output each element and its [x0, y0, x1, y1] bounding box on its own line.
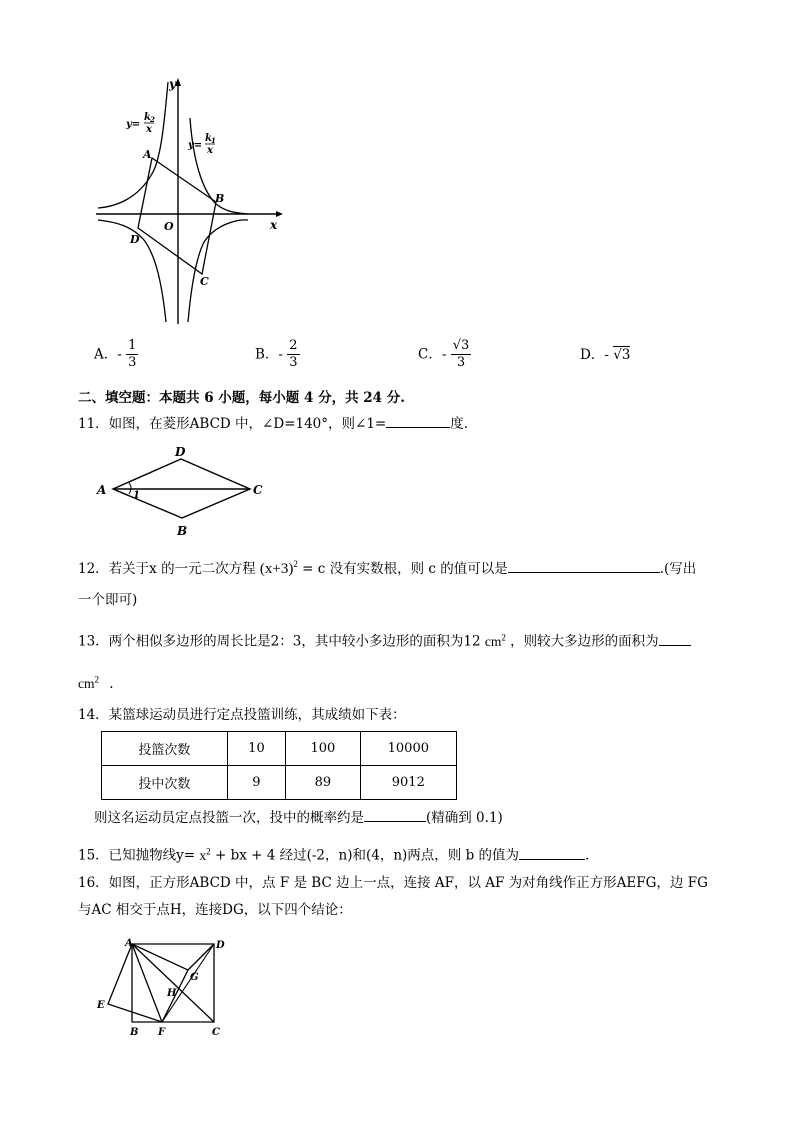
- q14-shooting-table: [101, 731, 457, 800]
- q16-label-c: C: [212, 1027, 220, 1038]
- option-d-value: √3: [613, 347, 631, 363]
- q13-text-b: ，则较大多边形的面积为: [510, 633, 659, 650]
- table-cell: 10: [227, 732, 286, 766]
- q15-text: [78, 841, 589, 866]
- q10-hyperbola-figure: [92, 74, 288, 326]
- q10-option-b[interactable]: [255, 338, 300, 371]
- q14-text-c: (精确到 0.1): [426, 810, 503, 826]
- q15-text-a: 15．已知抛物线y=: [78, 847, 196, 864]
- q13-answer-blank[interactable]: [659, 631, 691, 646]
- label-d: D: [130, 233, 140, 246]
- q11-text-a: 11．如图，在菱形ABCD 中，∠D=140°，则∠1=: [78, 416, 387, 432]
- q12-text-d: 一个即可): [78, 592, 138, 608]
- table-cell: 投篮次数: [102, 732, 228, 766]
- option-b-letter: B．-: [255, 346, 283, 363]
- q16-label-g: G: [190, 972, 199, 983]
- q16-label-h: H: [167, 988, 177, 999]
- quadrilateral-abcd: [138, 158, 216, 274]
- q14-text-b-line: [94, 807, 503, 828]
- table-cell: 89: [286, 766, 360, 800]
- label-b: B: [215, 192, 225, 205]
- curve-k1-label-num: k: [205, 133, 212, 144]
- q15-text-b: + bx + 4 经过(-2，n)和(4，n)两点，则 b 的值为: [214, 847, 520, 864]
- q11-label-d: D: [175, 445, 186, 459]
- q11-rhombus-figure: [95, 442, 275, 542]
- q11-label-c: C: [253, 483, 263, 497]
- q16-square-figure: [92, 934, 232, 1042]
- segment-fd: [162, 944, 214, 1022]
- q16-label-b: B: [130, 1027, 139, 1038]
- q12-expr: $(x+3)^2$: [259, 559, 298, 577]
- table-cell: 9012: [360, 766, 456, 800]
- label-a: A: [143, 148, 152, 161]
- q16-label-e: E: [97, 1000, 105, 1011]
- curve-k2-label-sub: 2: [150, 115, 155, 124]
- q14-answer-blank[interactable]: [364, 807, 426, 822]
- table-row: [102, 766, 457, 800]
- q14-text-b: 则这名运动员定点投篮一次，投中的概率约是: [94, 810, 364, 826]
- option-d-letter: D．-: [580, 347, 609, 363]
- q13-text: [78, 627, 691, 652]
- q13-text-a: 13．两个相似多边形的周长比是2：3，其中较小多边形的面积为12: [78, 633, 481, 650]
- table-cell: 投中次数: [102, 766, 228, 800]
- option-c-letter: C．-: [418, 346, 447, 363]
- option-a-letter: A．-: [94, 346, 122, 363]
- q15-answer-blank[interactable]: [519, 845, 585, 860]
- q11-text-b: 度.: [450, 416, 469, 432]
- curve-k1-label-sub: 1: [211, 136, 216, 145]
- q11-label-b: B: [177, 524, 188, 538]
- curve-k2-label-lhs: y=: [126, 119, 141, 130]
- q12-text: [78, 554, 696, 579]
- q13-unit2: $cm^2$: [78, 674, 99, 691]
- curve-k2-label-den: x: [146, 124, 152, 135]
- table-cell: 10000: [360, 732, 456, 766]
- q16-label-a: A: [125, 938, 133, 949]
- option-c-fraction: $\frac{√3}{3}$: [452, 338, 470, 370]
- q11-answer-blank[interactable]: [386, 413, 450, 428]
- q13-unit: $cm^2$: [484, 632, 506, 649]
- curve-k1-label-den: x: [207, 145, 213, 156]
- q11-text: [78, 413, 468, 434]
- x-axis-arrow: [276, 211, 283, 217]
- q12-answer-blank[interactable]: [508, 558, 660, 573]
- q16-line1: 16．如图，正方形ABCD 中，点 F 是 BC 边上一点，连接 AF，以 AF 为对角线作正方形AEFG，边 FG: [78, 875, 708, 891]
- option-b-fraction: $\frac{2}{3}$: [289, 338, 298, 370]
- table-cell: 9: [227, 766, 286, 800]
- q13-text-c: .: [109, 675, 114, 692]
- option-a-fraction: $\frac{1}{3}$: [128, 338, 137, 370]
- label-y: y: [169, 77, 176, 91]
- square-aefg: [108, 944, 188, 1022]
- q11-label-a: A: [97, 483, 107, 497]
- q16-label-d: D: [216, 940, 225, 951]
- q15-x2: $x^2$: [199, 846, 211, 863]
- segment-dg: [188, 944, 214, 970]
- q12-text-c: .(写出: [659, 561, 697, 577]
- q12-text-a: 12．若关于x 的一元二次方程: [78, 561, 256, 577]
- hyperbola-k2-upper-left: [98, 82, 168, 208]
- table-row: [102, 732, 457, 766]
- label-x: x: [270, 218, 278, 232]
- q15-text-c: .: [585, 847, 590, 864]
- q16-line2: 与AC 相交于点H，连接DG，以下四个结论：: [78, 902, 352, 918]
- label-c: C: [200, 275, 209, 288]
- table-cell: 100: [286, 732, 360, 766]
- q10-option-a[interactable]: [94, 338, 138, 371]
- curve-k1-label-lhs: y=: [188, 140, 203, 151]
- q10-option-c[interactable]: [418, 338, 471, 371]
- curve-k2-label-num: k: [144, 112, 151, 123]
- section-title-fill-blank: 二、填空题：本题共 6 小题，每小题 4 分，共 24 分.: [78, 390, 405, 406]
- q13-unit-line: [78, 669, 114, 694]
- label-o: O: [164, 220, 174, 233]
- q14-text-a: 14．某篮球运动员进行定点投篮训练，其成绩如下表：: [78, 707, 406, 723]
- q11-label-angle1: 1: [133, 490, 140, 501]
- q16-label-f: F: [158, 1027, 166, 1038]
- q12-text-b: = c 没有实数根，则 c 的值可以是: [302, 561, 508, 577]
- q10-option-d[interactable]: [580, 345, 630, 365]
